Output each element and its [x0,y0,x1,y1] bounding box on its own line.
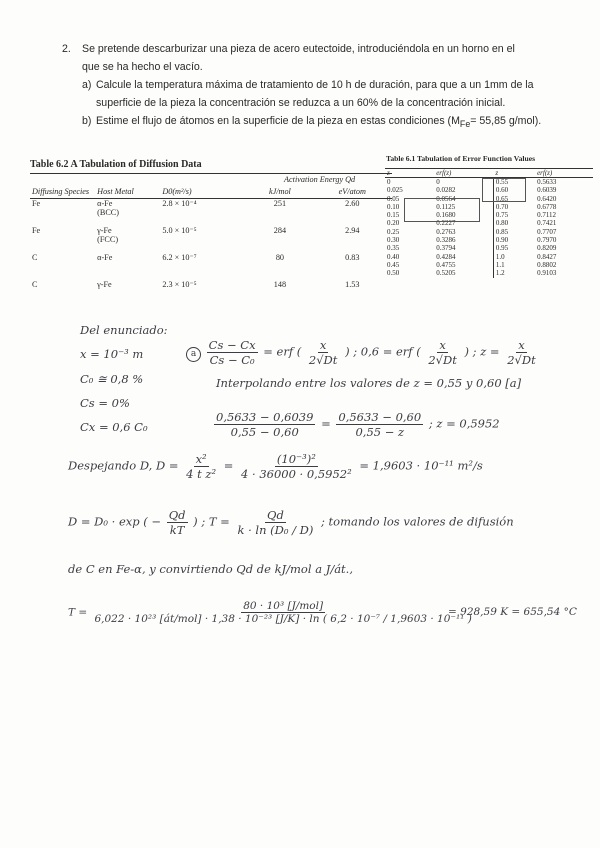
table-row: C γ-Fe 2.3 × 10⁻⁵ 148 1.53 [32,280,360,289]
table-row: 0.25 0.2763 0.85 0.7707 [387,227,557,236]
table1-title: Table 6.2 A Tabulation of Diffusion Data [30,159,202,170]
table-row: C α-Fe 6.2 × 10⁻⁷ 80 0.83 [32,253,360,262]
question-b: b) Estime el flujo de átomos en la superficie de la pieza en estas condiciones ($M_{Fe}= 55,85$ g/mol). [82,115,542,130]
table-row: 0.05 0.0564 0.65 0.6420 [387,194,557,203]
highlight-box-erf [482,178,526,202]
interpolation-text: Interpolando entre los valores de z = 0,55 y 0,60 [a] [216,376,522,390]
table-row: 0.45 0.4755 1.1 0.8802 [387,260,557,269]
table-row: Fe α-Fe (BCC) 2.8 × 10⁻⁴ 251 2.60 [32,199,360,217]
highlight-box-z [404,198,480,222]
col-d0: D0(m²/s) [160,174,247,199]
interpolation-equation: $\frac{0,5633 - 0,6039}{0,55 - 0,60}$ = $\frac{0,5633 - 0,60}{0,55 - z}$ ; z = 0,5952 [216,410,500,439]
question-a: a) Calcule la temperatura máxima de tratamiento de 10 h de duración, para que a un 1mm de la superficie de la pieza la concentración se reduzca a un 60% de la concentración inicial. [82,79,534,109]
conversion-comment: de C en Fe-α, y convirtiendo Qd de kJ/mol a J/át., [68,562,353,576]
table-row: 0.025 0.0282 0.60 0.6039 [387,186,557,195]
given-header: Del enunciado: [80,323,168,337]
table-row: 0.40 0.4284 1.0 0.8427 [387,252,557,261]
table2-title: Table 6.1 Tabulation of Error Function Values [386,154,536,163]
mark-a: a [186,347,201,362]
col-species: Diffusing Species [30,174,95,199]
temperature-formula: D = D₀ · exp ( − $\frac{Qd}{kT}$ ) ; T = $\frac{Qd}{\text{k · ln (D₀ / D)}}$ ; tomando los valores de difusión [68,508,514,537]
table-row: 0.15 0.1680 0.75 0.7112 [387,211,557,220]
table-row: 0.20 0.2227 0.80 0.7421 [387,219,557,228]
temperature-value: = 928,59 K = 655,54 °C [448,606,577,618]
given-c0: C₀ ≅ 0,8 % [80,372,144,386]
col-kj: kJ/mol [247,186,312,199]
given-cx: Cx = 0,6 C₀ [80,420,148,434]
problem-intro: Se pretende descarburizar una pieza de acero eutectoide, introduciéndola en un horno en el que se ha hecho el vacío. [82,43,515,73]
diffusivity-equation: Despejando D, D = $\frac{\text{x²}}{\text{4 t z²}}$ = $\frac{\text{(10⁻³)²}}{\text{4 · 36000 · 0,5952²}}$ = 1,9603 · 10⁻¹¹ m²/s [68,452,483,481]
table-row: 0.50 0.5205 1.2 0.9103 [387,269,557,278]
temperature-result: T = 80 · 10³ [J/mol] 6,022 · 10²³ [át/mol] · 1,38 · 10⁻²³ [J/K] · ln ( 6,2 · 10⁻⁷ / 1,9603 · 10⁻¹¹ ) [68,600,472,625]
col-ev: eV/atom [313,186,392,199]
col-energy: Activation Energy Qd [247,174,392,187]
table-row: 0 0 0.55 0.5633 [387,178,557,186]
given-cs: Cs = 0% [80,396,130,410]
col-host: Host Metal [95,174,160,199]
table-row: Fe γ-Fe (FCC) 5.0 × 10⁻⁵ 284 2.94 [32,226,360,244]
table-row: 0.30 0.3286 0.90 0.7970 [387,236,557,245]
error-function-table: z erf(z) z erf(z) 0 0 0.55 0.5633 0.025 0.0282 0.60 0.6039 0.05 0.0564 0.65 0.6420 0.10 0.1125 0.70 0.6778 0.15 0.1680 0.75 0.7112 0.20 0.2227 0.80 0.7421 0.25 0.2763 0.85 0.7707 0.30 0.3286 0.90 0.7970 0.35 0.3794 0.95 0.8209 0.40 0.4284 1.0 0.8427 0.45 0.4755 1.1 0.8802 0.50 0.5205 1.2 0.9103 [385,168,593,278]
equation-erf: a $\frac{Cs - Cx}{\text{Cs − C₀}}$ = erf ( $\frac{x}{2√Dt}$ ) ; 0,6 = erf ( $\frac{x}{2√Dt}$ ) ; z = $\frac{x}{2√Dt}$ [186,338,540,367]
diffusion-data-table [30,173,392,307]
table-row: 0.10 0.1125 0.70 0.6778 [387,202,557,211]
given-x: x = 10⁻³ m [80,347,144,361]
table-row: 0.35 0.3794 0.95 0.8209 [387,244,557,253]
problem-number: 2. [62,43,71,55]
problem-statement [62,40,562,133]
